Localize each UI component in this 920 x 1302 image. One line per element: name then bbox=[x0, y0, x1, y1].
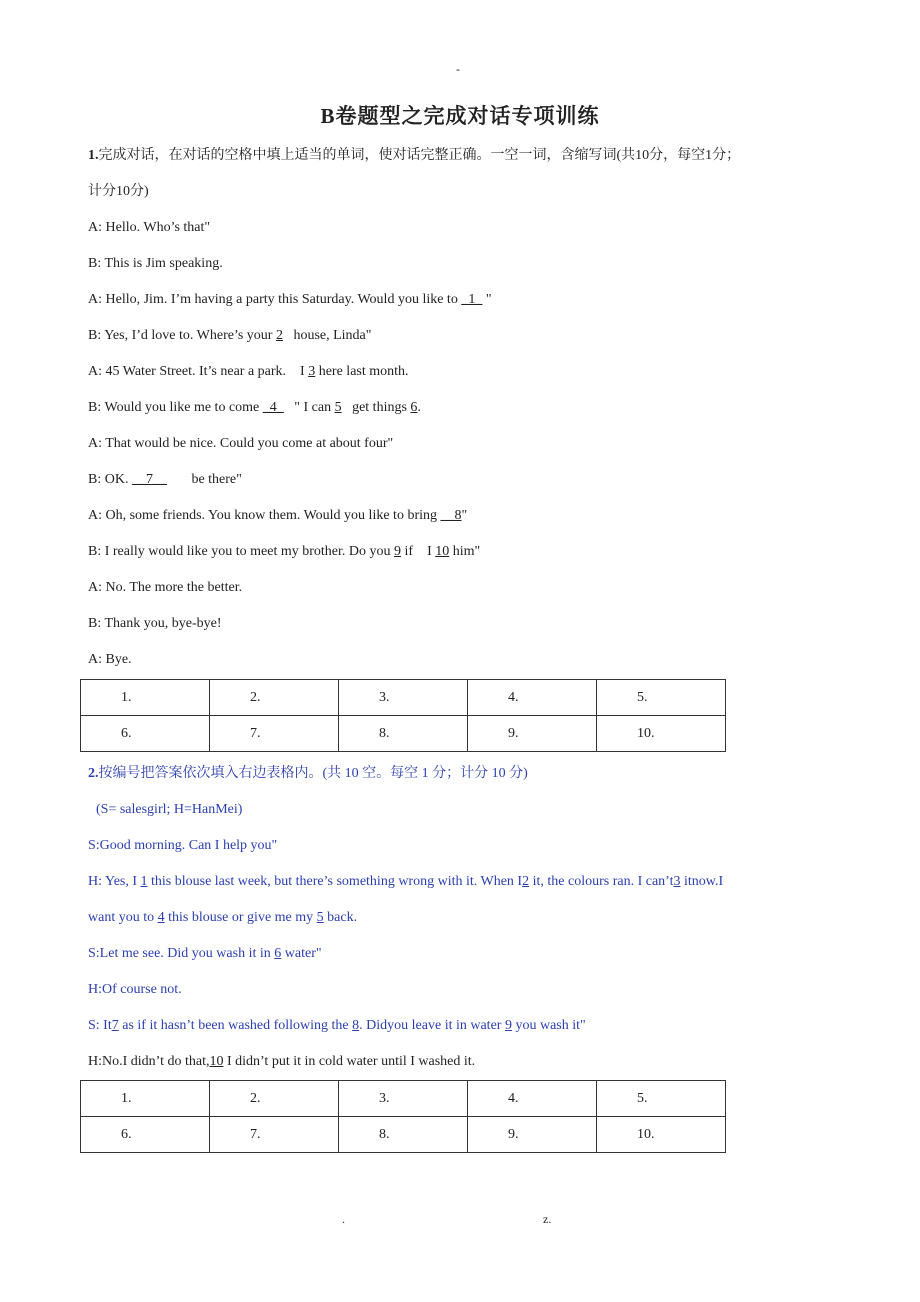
q1-line bbox=[88, 614, 222, 634]
line-text: as if it hasn’t been washed following the bbox=[118, 1018, 353, 1033]
line-text: water" bbox=[281, 946, 322, 961]
answer-cell[interactable]: 4. bbox=[468, 1081, 597, 1117]
line-text: this blouse last week, but there’s something wrong with it. When I bbox=[147, 874, 523, 889]
q1-line bbox=[88, 434, 393, 454]
q1-line bbox=[88, 362, 409, 382]
line-text: . Didyou leave it in water bbox=[359, 1018, 505, 1033]
blank-number: 6 bbox=[274, 946, 282, 961]
answer-cell[interactable]: 5. bbox=[597, 680, 726, 716]
line-text: S:Good morning. Can I help you" bbox=[88, 838, 278, 853]
answer-row bbox=[81, 1117, 726, 1153]
blank-number: _1_ bbox=[461, 292, 483, 307]
line-text: here last month. bbox=[315, 364, 409, 379]
line-text: " bbox=[461, 508, 468, 523]
q1-line bbox=[88, 326, 372, 346]
blank-number: 5 bbox=[334, 400, 342, 415]
line-text: I didn’t put it in cold water until I washed it. bbox=[223, 1054, 476, 1069]
answer-row bbox=[81, 680, 726, 716]
answer-row bbox=[81, 1081, 726, 1117]
answer-cell[interactable]: 6. bbox=[81, 1117, 210, 1153]
line-text: A: 45 Water Street. It’s near a park. I bbox=[88, 364, 309, 379]
blank-number: __8 bbox=[440, 508, 462, 523]
page-title: B卷题型之完成对话专项训练 bbox=[320, 104, 600, 128]
blank-number: __7__ bbox=[131, 472, 167, 487]
q1-line bbox=[88, 398, 421, 418]
blank-number: 5 bbox=[316, 910, 324, 925]
q1-number: 1. bbox=[88, 148, 99, 163]
line-text: get things bbox=[341, 400, 411, 415]
line-text: B: OK. bbox=[88, 472, 132, 487]
line-text: S:Let me see. Did you wash it in bbox=[88, 946, 275, 961]
q2-roles: (S= salesgirl; H=HanMei) bbox=[96, 802, 243, 817]
answer-cell[interactable]: 3. bbox=[339, 680, 468, 716]
blank-number: 2 bbox=[275, 328, 283, 343]
q2-instruction-text: 按编号把答案依次填入右边表格内。(共 10 空。每空 1 分；计分 10 分) bbox=[98, 766, 528, 781]
q2-line bbox=[88, 1052, 475, 1072]
q1-line bbox=[88, 578, 242, 598]
answer-row bbox=[81, 716, 726, 752]
line-text: B: I really would like you to meet my brother. Do you bbox=[88, 544, 395, 559]
line-text: B: This is Jim speaking. bbox=[88, 256, 223, 271]
answer-cell[interactable]: 9. bbox=[468, 716, 597, 752]
line-text: this blouse or give me my bbox=[164, 910, 317, 925]
line-text: " I can bbox=[283, 400, 335, 415]
line-text: itnow.I bbox=[680, 874, 724, 889]
line-text: be there" bbox=[166, 472, 242, 487]
q1-line bbox=[88, 254, 223, 274]
line-text: B: Yes, I’d love to. Where’s your bbox=[88, 328, 276, 343]
answer-cell[interactable]: 7. bbox=[210, 716, 339, 752]
line-text: A: Oh, some friends. You know them. Would you like to bring bbox=[88, 508, 441, 523]
footer-right: z. bbox=[543, 1212, 552, 1226]
q2-line bbox=[88, 908, 357, 928]
q1-line bbox=[88, 506, 467, 526]
blank-number: 2 bbox=[522, 874, 530, 889]
blank-number: 3 bbox=[308, 364, 316, 379]
line-text: if I bbox=[401, 544, 436, 559]
line-text: A: No. The more the better. bbox=[88, 580, 243, 595]
footer-left: . bbox=[342, 1212, 345, 1226]
q1-line bbox=[88, 290, 492, 310]
q2-line bbox=[88, 944, 322, 964]
blank-number: 10 bbox=[435, 544, 450, 559]
line-text: you wash it" bbox=[511, 1018, 586, 1033]
line-text: back. bbox=[323, 910, 358, 925]
line-text: H: Yes, I bbox=[88, 874, 141, 889]
blank-number: _4_ bbox=[262, 400, 284, 415]
q1-instruction-line2: 计分10分) bbox=[88, 184, 149, 199]
q1-line bbox=[88, 542, 480, 562]
blank-number: 9 bbox=[394, 544, 402, 559]
line-text: H:No.I didn’t do that, bbox=[88, 1054, 210, 1069]
line-text: " bbox=[482, 292, 492, 307]
blank-number: 1 bbox=[140, 874, 148, 889]
q2-number: 2. bbox=[88, 766, 99, 781]
answer-cell[interactable]: 10. bbox=[597, 1117, 726, 1153]
blank-number: 6 bbox=[410, 400, 418, 415]
answer-cell[interactable]: 1. bbox=[81, 1081, 210, 1117]
q1-line bbox=[88, 650, 132, 670]
line-text: it, the colours ran. I can’t bbox=[529, 874, 674, 889]
line-text: B: Would you like me to come bbox=[88, 400, 263, 415]
answer-cell[interactable]: 8. bbox=[339, 716, 468, 752]
line-text: him" bbox=[449, 544, 481, 559]
answer-cell[interactable]: 6. bbox=[81, 716, 210, 752]
answer-cell[interactable]: 1. bbox=[81, 680, 210, 716]
q1-line bbox=[88, 218, 210, 238]
answer-cell[interactable]: 5. bbox=[597, 1081, 726, 1117]
q1-instruction bbox=[88, 146, 740, 166]
answer-cell[interactable]: 4. bbox=[468, 680, 597, 716]
answer-cell[interactable]: 3. bbox=[339, 1081, 468, 1117]
answer-cell[interactable]: 9. bbox=[468, 1117, 597, 1153]
line-text: house, Linda" bbox=[282, 328, 372, 343]
answer-cell[interactable]: 10. bbox=[597, 716, 726, 752]
answer-cell[interactable]: 8. bbox=[339, 1117, 468, 1153]
line-text: A: Hello, Jim. I’m having a party this Saturday. Would you like to bbox=[88, 292, 462, 307]
q2-line bbox=[88, 872, 723, 892]
line-text: A: Hello. Who’s that" bbox=[88, 220, 211, 235]
line-text: H:Of course not. bbox=[88, 982, 182, 997]
blank-number: 9 bbox=[504, 1018, 512, 1033]
blank-number: 8 bbox=[352, 1018, 360, 1033]
line-text: B: Thank you, bye-bye! bbox=[88, 616, 222, 631]
q2-instruction bbox=[88, 764, 528, 784]
line-text: A: That would be nice. Could you come at about four" bbox=[88, 436, 394, 451]
line-text: S: It bbox=[88, 1018, 112, 1033]
q2-line bbox=[88, 1016, 586, 1036]
line-text: . bbox=[417, 400, 421, 415]
line-text: A: Bye. bbox=[88, 652, 132, 667]
blank-number: 4 bbox=[157, 910, 165, 925]
answer-cell[interactable]: 7. bbox=[210, 1117, 339, 1153]
blank-number: 10 bbox=[209, 1054, 224, 1069]
q2-line bbox=[88, 836, 277, 856]
q1-line bbox=[88, 470, 242, 490]
blank-number: 3 bbox=[673, 874, 681, 889]
q2-line bbox=[88, 980, 182, 1000]
answer-cell[interactable]: 2. bbox=[210, 680, 339, 716]
q1-answer-table bbox=[80, 679, 726, 752]
q1-instruction-line1: 完成对话，在对话的空格中填上适当的单词，使对话完整正确。一空一词，含缩写词(共10分，每空1分； bbox=[98, 148, 741, 163]
header-mark: - bbox=[456, 62, 460, 76]
line-text: want you to bbox=[88, 910, 158, 925]
answer-cell[interactable]: 2. bbox=[210, 1081, 339, 1117]
blank-number: 7 bbox=[111, 1018, 119, 1033]
q2-answer-table bbox=[80, 1080, 726, 1153]
